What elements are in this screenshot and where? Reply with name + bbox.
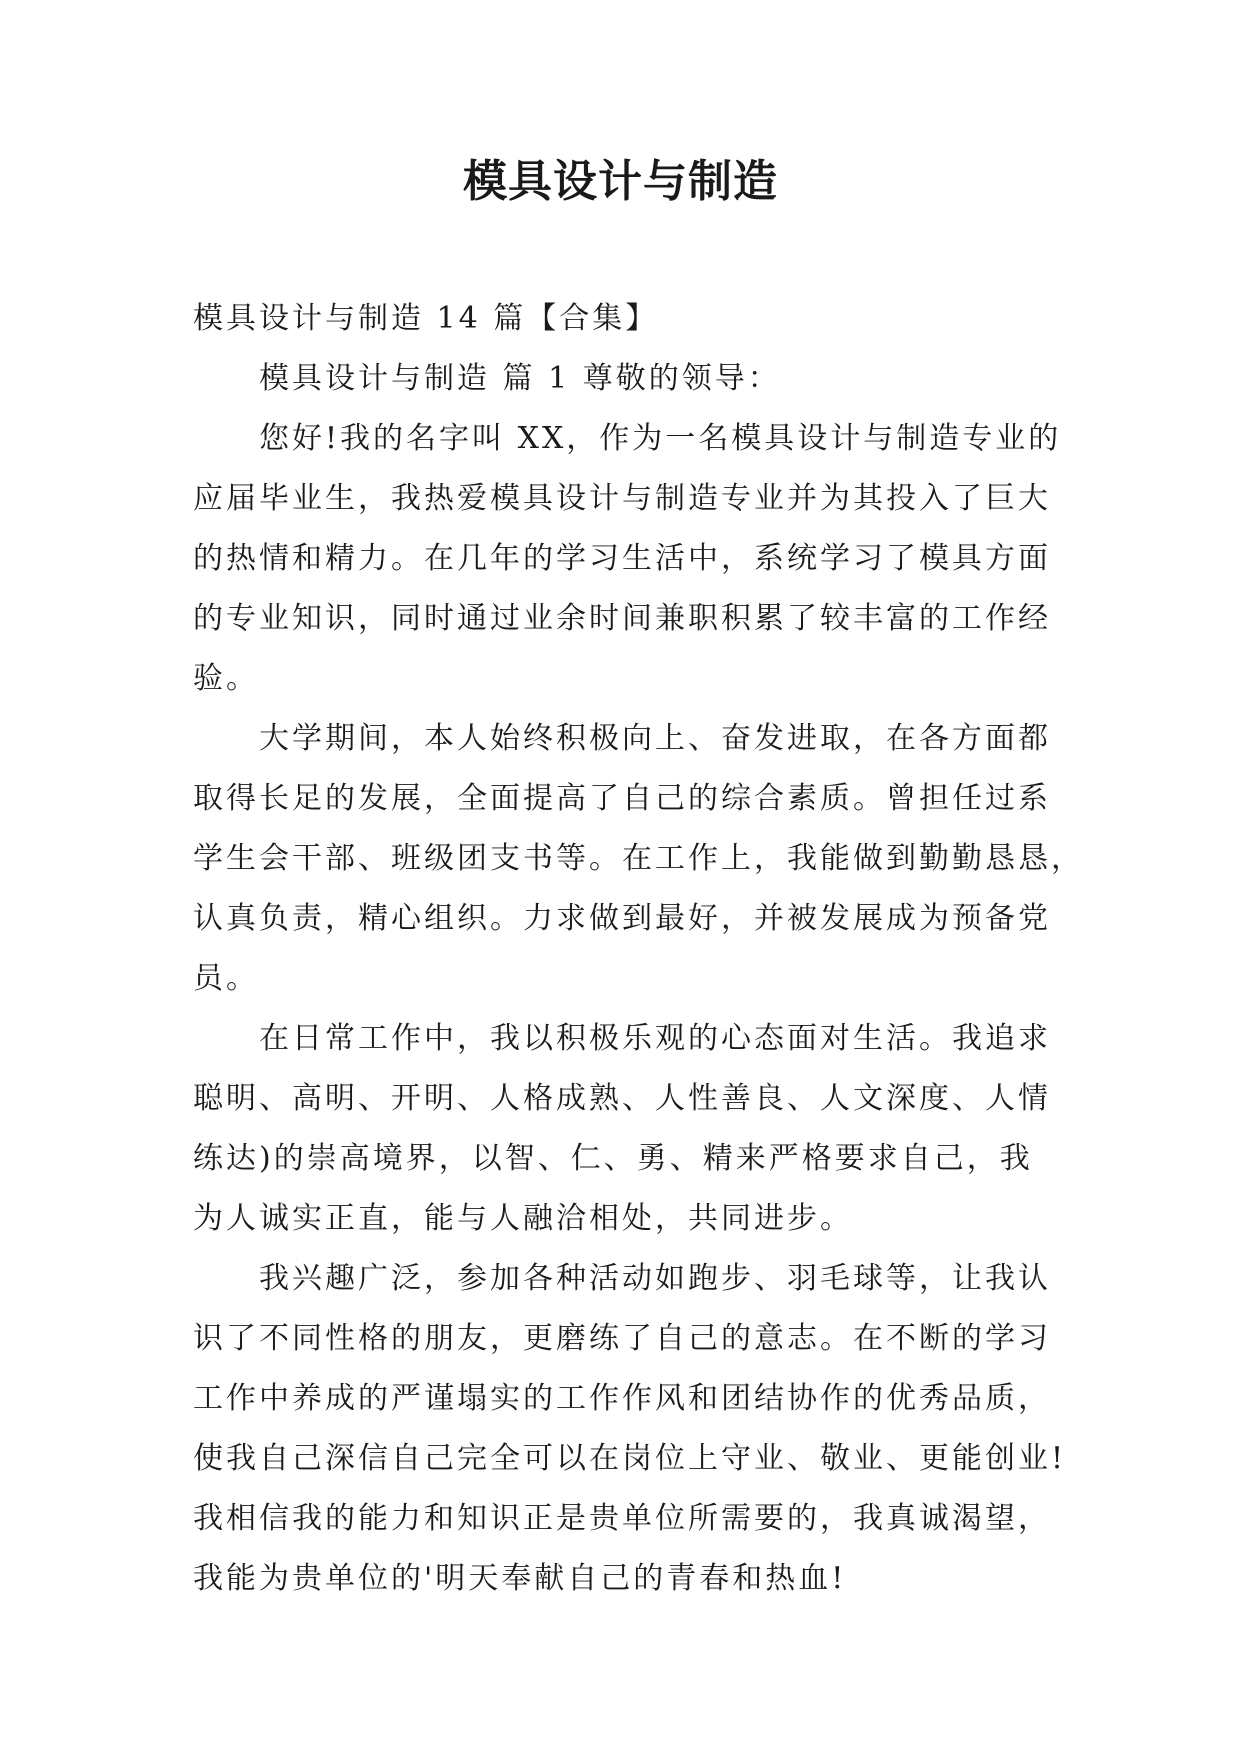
paragraph-2: [193, 709, 1084, 1009]
paragraph-line: 为人诚实正直，能与人融洽相处，共同进步。: [193, 1201, 853, 1236]
paragraph-line: 在日常工作中，我以积极乐观的心态面对生活。我追求: [259, 1021, 1051, 1056]
paragraph-line: 应届毕业生，我热爱模具设计与制造专业并为其投入了巨大: [193, 481, 1051, 516]
paragraph-line: 验。: [193, 661, 259, 696]
paragraph-line: 您好!我的名字叫 XX，作为一名模具设计与制造专业的: [259, 421, 1062, 456]
paragraph-4: [193, 1249, 1067, 1609]
paragraph-line: 使我自己深信自己完全可以在岗位上守业、敬业、更能创业!: [193, 1441, 1067, 1476]
paragraph-line: 认真负责，精心组织。力求做到最好，并被发展成为预备党: [193, 901, 1051, 936]
paragraph-line: 学生会干部、班级团支书等。在工作上，我能做到勤勤恳恳，: [193, 841, 1084, 876]
document-subtitle: 模具设计与制造 14 篇【合集】: [193, 301, 659, 336]
document-title: 模具设计与制造: [463, 156, 778, 207]
section-heading: 模具设计与制造 篇 1 尊敬的领导：: [259, 361, 781, 396]
paragraph-line: 我兴趣广泛，参加各种活动如跑步、羽毛球等，让我认: [259, 1261, 1051, 1296]
paragraph-line: 聪明、高明、开明、人格成熟、人性善良、人文深度、人情: [193, 1081, 1051, 1116]
paragraph-line: 的专业知识，同时通过业余时间兼职积累了较丰富的工作经: [193, 601, 1051, 636]
paragraph-3: [193, 1009, 1063, 1249]
paragraph-line: 员。: [193, 961, 259, 996]
paragraph-line: 取得长足的发展，全面提高了自己的综合素质。曾担任过系: [193, 781, 1051, 816]
paragraph-1: [193, 409, 1063, 709]
paragraph-line: 工作中养成的严谨塌实的工作作风和团结协作的优秀品质，: [193, 1381, 1051, 1416]
paragraph-line: 我能为贵单位的'明天奉献自己的青春和热血!: [193, 1561, 847, 1596]
paragraph-line: 大学期间，本人始终积极向上、奋发进取，在各方面都: [259, 721, 1051, 756]
paragraph-line: 的热情和精力。在几年的学习生活中，系统学习了模具方面: [193, 541, 1051, 576]
paragraph-line: 识了不同性格的朋友，更磨练了自己的意志。在不断的学习: [193, 1321, 1051, 1356]
document-body: [193, 289, 1084, 1609]
paragraph-line: 我相信我的能力和知识正是贵单位所需要的，我真诚渴望，: [193, 1501, 1051, 1536]
paragraph-line: 练达)的崇高境界，以智、仁、勇、精来严格要求自己，我: [193, 1141, 1033, 1176]
